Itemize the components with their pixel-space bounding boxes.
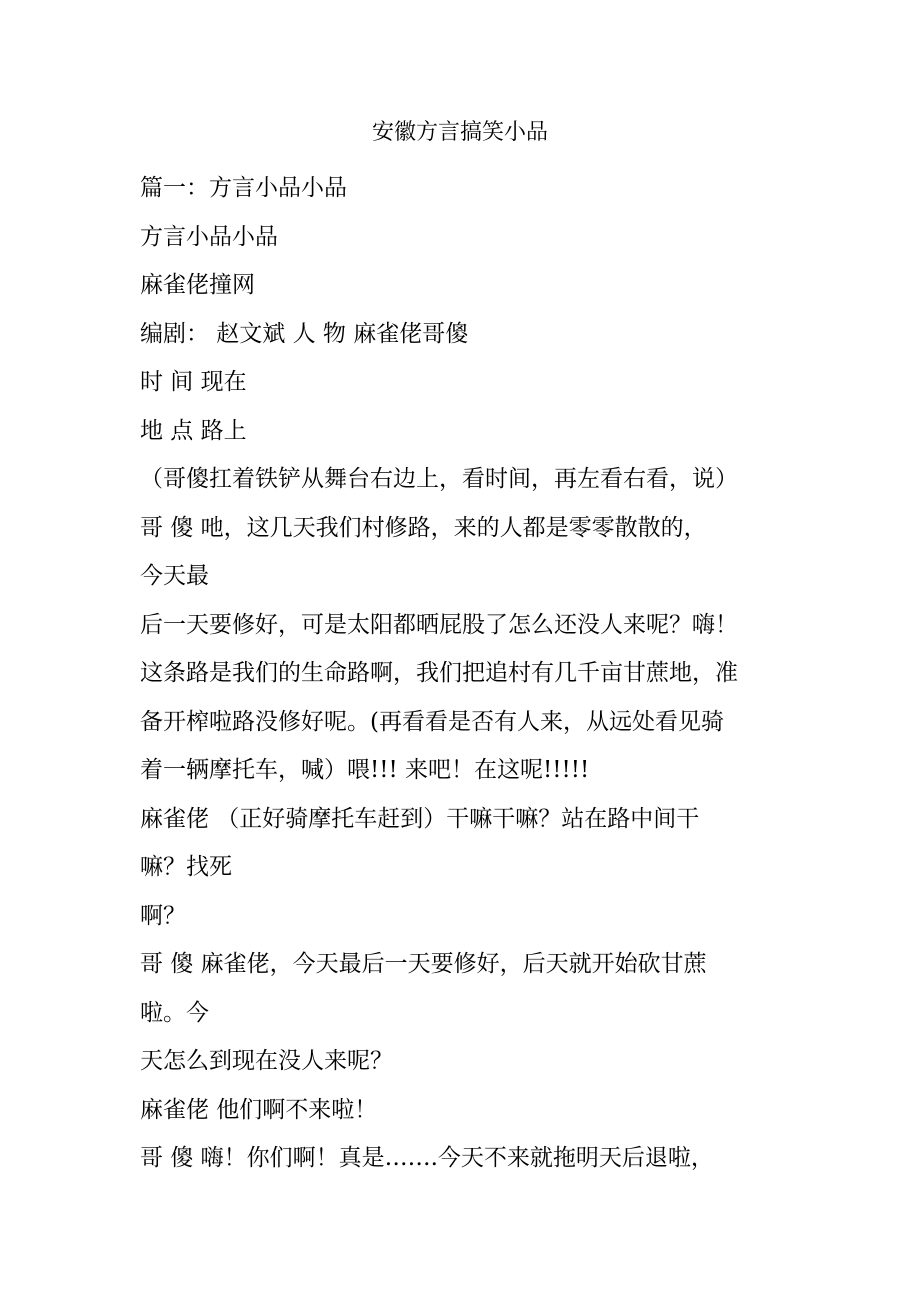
text-line: 哥 傻 嗨！你们啊！真是…….今天不来就拖明天后退啦，: [140, 1145, 714, 1171]
text-line: 编剧： 赵文斌 人 物 麻雀佬哥傻: [140, 320, 469, 347]
text-line: 方言小品小品: [140, 223, 278, 250]
text-line: 今天最: [140, 563, 209, 589]
text-line: 篇一：方言小品小品: [140, 175, 347, 201]
text-line: 啊？: [140, 902, 186, 929]
document-title: 安徽方言搞笑小品: [371, 120, 548, 145]
document-body: [140, 164, 800, 1183]
text-line: 哥 傻 麻雀佬，今天最后一天要修好，后天就开始砍甘蔗: [140, 951, 707, 977]
text-line: 天怎么到现在没人来呢？: [140, 1048, 393, 1074]
text-line: 着一辆摩托车，喊）喂!!! 来吧！在这呢!!!!!: [140, 757, 590, 783]
text-line: 麻雀佬 他们啊不来啦！: [140, 1096, 378, 1123]
text-line: 哥 傻 吔，这几天我们村修路，来的人都是零零散散的，: [140, 514, 707, 541]
text-line: （哥傻扛着铁铲从舞台右边上，看时间，再左看右看，说）: [140, 466, 738, 492]
text-line: 这条路是我们的生命路啊，我们把追村有几千亩甘蔗地，准: [140, 660, 738, 686]
text-line: 麻雀佬撞网: [140, 272, 255, 298]
text-line: 时 间 现在: [140, 369, 247, 395]
text-line: 备开榨啦路没修好呢。(再看看是否有人来，从远处看见骑: [140, 708, 724, 735]
text-line: 嘛？找死: [140, 854, 232, 880]
text-line: 啦。今: [140, 999, 209, 1026]
text-line: 地 点 路上: [140, 417, 247, 444]
text-line: 麻雀佬 （正好骑摩托车赶到）干嘛干嘛？站在路中间干: [140, 805, 700, 832]
text-line: 后一天要修好，可是太阳都晒屁股了怎么还没人来呢？嗨！: [140, 611, 738, 638]
